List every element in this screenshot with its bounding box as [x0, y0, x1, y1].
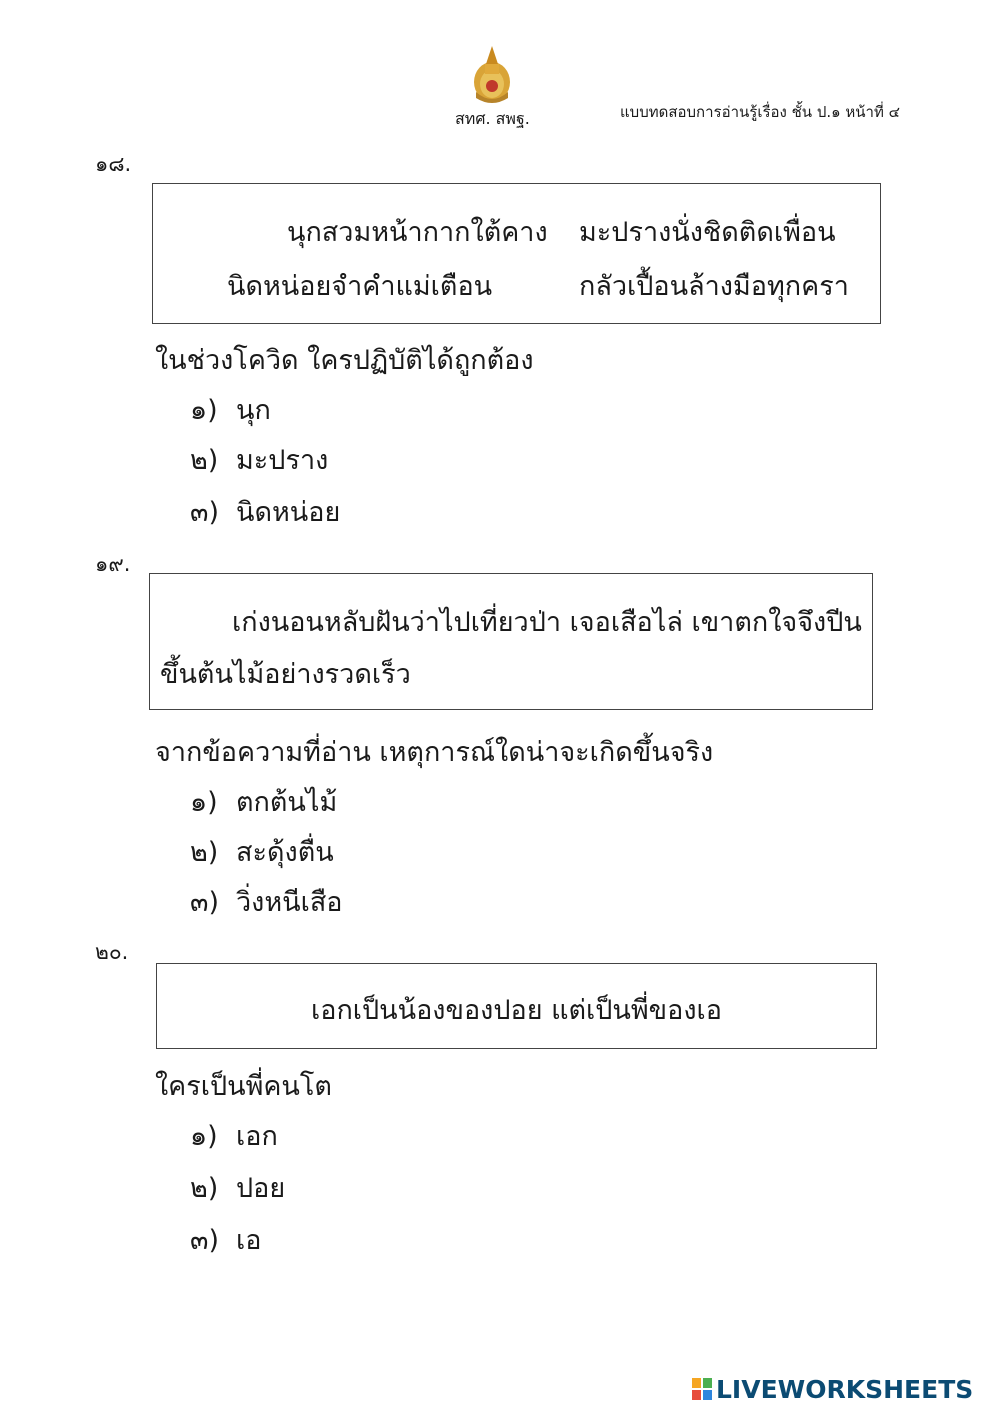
- answer-option[interactable]: [190, 1166, 285, 1209]
- passage-box: [156, 963, 877, 1049]
- option-number: ๒): [190, 445, 219, 476]
- question-number: ๒๐.: [95, 940, 129, 964]
- option-text: นิดหน่อย: [236, 497, 341, 528]
- option-number: ๓): [190, 887, 219, 918]
- answer-option[interactable]: [190, 880, 343, 923]
- question-number: ๑๘.: [95, 152, 132, 176]
- passage-line: นุกสวมหน้ากากใต้คาง: [287, 217, 548, 248]
- question-number: ๑๙.: [95, 552, 131, 576]
- option-text: สะดุ้งตื่น: [236, 837, 334, 868]
- brand-logo: [692, 1374, 973, 1404]
- option-text: เอก: [236, 1121, 278, 1152]
- answer-option[interactable]: [190, 780, 337, 823]
- page-header: แบบทดสอบการอ่านรู้เรื่อง ชั้น ป.๑ หน้าที่ ๔: [620, 103, 900, 121]
- option-text: ปอย: [236, 1173, 286, 1204]
- passage-box: [152, 183, 881, 324]
- option-number: ๑): [190, 1121, 218, 1152]
- answer-option[interactable]: [190, 490, 340, 533]
- option-number: ๑): [190, 787, 218, 818]
- answer-option[interactable]: [190, 1114, 278, 1157]
- liveworksheets-logo-icon: [692, 1378, 712, 1400]
- passage-line: เอกเป็นน้องของปอย แต่เป็นพี่ของเอ: [311, 995, 722, 1026]
- option-number: ๓): [190, 497, 219, 528]
- option-number: ๓): [190, 1225, 219, 1256]
- option-text: ตกต้นไม้: [236, 787, 338, 818]
- passage-line: มะปรางนั่งชิดติดเพื่อน: [579, 217, 836, 248]
- question-prompt: จากข้อความที่อ่าน เหตุการณ์ใดน่าจะเกิดขึ้นจริง: [155, 737, 714, 768]
- option-number: ๒): [190, 837, 219, 868]
- passage-box: [149, 573, 873, 710]
- option-text: มะปราง: [236, 445, 329, 476]
- option-text: นุก: [236, 395, 271, 426]
- option-number: ๒): [190, 1173, 219, 1204]
- question-prompt: ในช่วงโควิด ใครปฏิบัติได้ถูกต้อง: [155, 345, 534, 376]
- question-prompt: ใครเป็นพี่คนโต: [155, 1071, 332, 1102]
- answer-option[interactable]: [190, 438, 328, 481]
- answer-option[interactable]: [190, 1218, 261, 1261]
- passage-line: กลัวเปื้อนล้างมือทุกครา: [579, 271, 849, 302]
- education-emblem-icon: [472, 42, 512, 104]
- option-text: วิ่งหนีเสือ: [236, 887, 343, 918]
- passage-line: ขึ้นต้นไม้อย่างรวดเร็ว: [160, 659, 411, 690]
- passage-line: เก่งนอนหลับฝันว่าไปเที่ยวป่า เจอเสือไล่ เขาตกใจจึงปีน: [232, 607, 862, 638]
- passage-line: นิดหน่อยจำคำแม่เตือน: [227, 271, 493, 302]
- option-text: เอ: [236, 1225, 262, 1256]
- answer-option[interactable]: [190, 830, 334, 873]
- answer-option[interactable]: [190, 388, 271, 431]
- brand-name: LIVEWORKSHEETS: [716, 1374, 974, 1404]
- agency-name: สทศ. สพฐ.: [455, 109, 530, 128]
- option-number: ๑): [190, 395, 218, 426]
